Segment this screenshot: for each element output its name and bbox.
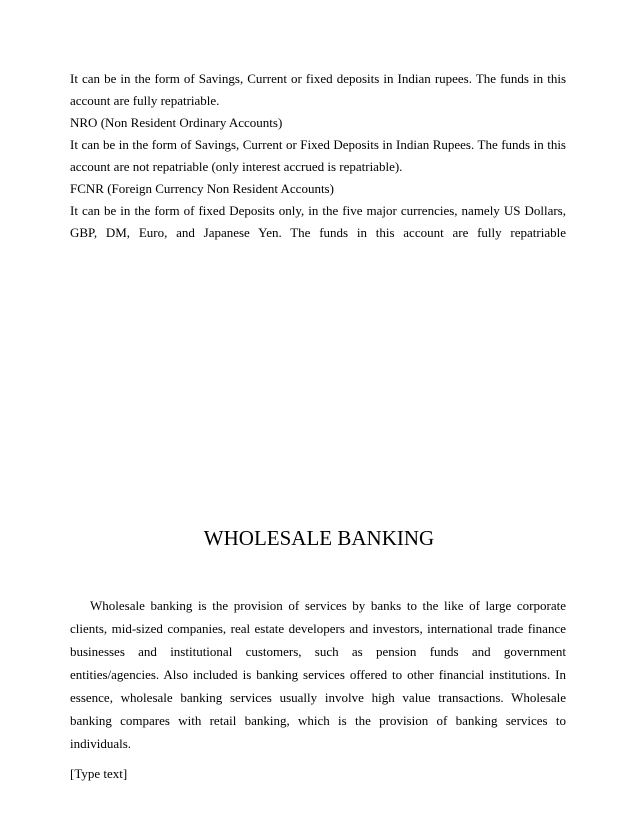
nro-description — [70, 134, 566, 178]
fcnr-heading — [70, 178, 566, 200]
text-line: account are not repatriable (only interest accrued is repatriable). — [70, 159, 403, 174]
nro-heading — [70, 112, 566, 134]
text-line: GBP, DM, Euro, and Japanese Yen. The funds in this account are fully repatriable — [70, 225, 566, 240]
section-body: Wholesale banking is the provision of services by banks to the like of large corporate clients, mid-sized companies, real estate developers and investors, international trade finance businesses and institutional customers, such as pension funds and government entities/agencies. Also included is banking services offered to other financial institutions. In essence, wholesale banking services usually involve high value transactions. Wholesale banking compares with retail banking, which is the provision of banking services to individuals. — [70, 598, 566, 751]
footer-placeholder: [Type text] — [70, 766, 128, 781]
text-line: FCNR (Foreign Currency Non Resident Accounts) — [70, 181, 334, 196]
text-line: It can be in the form of Savings, Current or Fixed Deposits in Indian Rupees. The funds in this — [70, 137, 566, 152]
text-line: It can be in the form of fixed Deposits only, in the five major currencies, namely US Dollars, — [70, 203, 566, 218]
fcnr-description — [70, 200, 566, 244]
section-heading: WHOLESALE BANKING — [203, 526, 435, 550]
text-line: account are fully repatriable. — [70, 93, 220, 108]
nre-description — [70, 68, 566, 112]
text-line: NRO (Non Resident Ordinary Accounts) — [70, 115, 283, 130]
text-line: It can be in the form of Savings, Current or fixed deposits in Indian rupees. The funds in this — [70, 71, 566, 86]
